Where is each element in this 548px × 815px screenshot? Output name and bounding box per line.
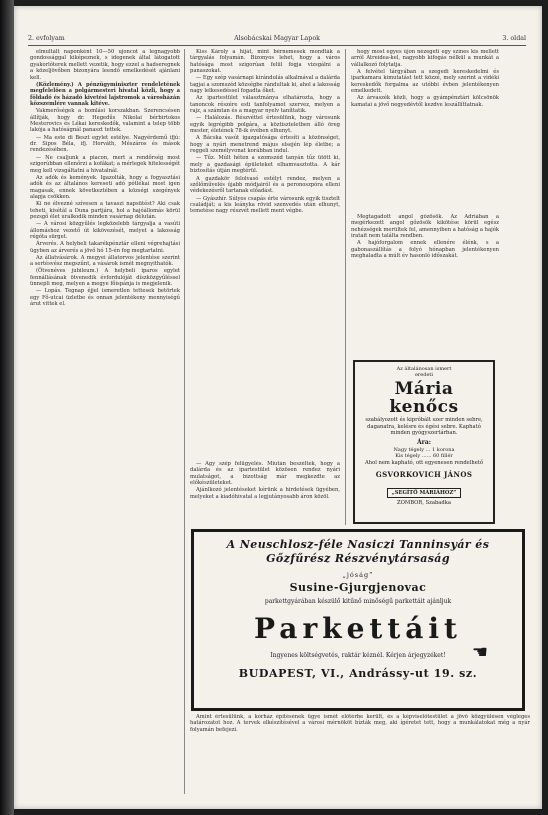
ad-quote: „jóság” [342,571,374,579]
paragraph: A felvétel tárgyában a szegedi kereskedelmi és iparkamara kimutatást tett közzé, mely szerint a vidéki kereskedők forgalma az utóbbi évben jelentékenyen emelkedett. [351,69,499,95]
paragraph: Árverés. A helybeli takarékpénztár elleni végrehajtási ügyben az árverés a jövő hó 15-én fog megtartatni. [30,241,180,254]
header-rule [28,45,526,46]
paragraph: — Ne csaljunk a piacon, mert a rendőrség most szigorúbban ellenőrzi a kofákat; a mérlegek hitelességét meg kell vizsgáltatni a hivatalnál. [30,154,180,174]
paragraph: Az adók és kemények. Igazolták, hogy a fogyasztási adók és az általános kereseti adó pótlékai most igen magasak, ennek következtében a községi szegények alapja csökken. [30,174,180,200]
column-1 [30,49,180,794]
paragraph: (Közlemény.) A pénzügyminiszter rendeletének megfelelően a polgármesteri hivatal közli, hogy a földadó és házadó kivetési lajstromok a városházán közszemlére vannak kitéve. [30,81,180,108]
column-divider [184,49,185,794]
ad-trademark: „SEGÍTŐ MÁRIÁHOZ” [387,488,461,498]
paragraph: Kiss Károly a hiját, mint bérnemesek mondták a tárgyalás folyamán. Bizonyos lehet, hogy a város hatósága most szigorúan felül fogja vizsgálni a panaszokat. [190,49,340,75]
ad-town: ZOMBOR, Szabadka [397,499,451,506]
paragraph: — Tűz. Múlt héten a szomszéd tanyán tűz ütött ki, mely a gazdasági épületeket elhamvasztotta. A kár biztosítás útján megtérül. [190,155,340,175]
ad-title: Mária kenőcs [389,379,459,417]
paragraph: Megtagadott angol gőzösök. Az Adriában a megérkezett angol gőzösök kikötése körül egész nehézségek merültek fel, amennyiben a hatóság a hajók iratait nem találta rendben. [351,214,499,240]
paragraph: A hajóforgalom ennek ellenére élénk, s a gabonaszállítás a folyó hónapban jelentékenyen meghaladta a múlt év hasonló időszakát. [351,240,499,260]
paragraph: A Bácska vasút igazgatósága értesíti a közönséget, hogy a nyári menetrend május elsején lép életbe; a reggeli személyvonat korábban indul. [190,135,340,155]
book-binding [0,0,14,815]
header-title: Alsobácskai Magyar Lapok [234,35,320,42]
column-3-top [351,49,499,209]
ad-note: Ahol nem kapható, ott egyenesen rendelhető [364,460,484,467]
paragraph: — Ma este di Beszt egylet estélye. Nagyérdemű ifjú: dr. Sipos Béla, ifj. Horváth, Mészáros és mások rendezésében. [30,134,180,154]
paragraph: — A városi közgyűlés legközelebb tárgyalja a vasúti állomáshoz vezető út kikövezését, melyet a lakosság régóta sürget. [30,221,180,240]
column-divider [345,49,346,525]
bottom-text [190,714,530,774]
paragraph: Ajánlkozó jelentéseket kérünk a hirdetések ügyében, melyeket a kiadóhivatal a legjutányosabb áron közöl. [190,487,340,500]
page-header [28,34,526,44]
parquet-advertisement [191,529,525,711]
paragraph: Az állatvásárok. A megyei állatorvos jelentése szerint a sertésvész megszűnt, a vásárok ismét megnyithatók. [30,254,180,268]
ad-location: Susine-Gjurgjenovac [289,581,427,594]
ad-body: szabályozott és kipróbált szer minden sebre, daganatra, kelésre és égési sebre. Kapható minden gyógyszertárban. [365,417,483,437]
paragraph: — Lopás. Tegnap éjjel ismeretlen tettesek betörtek egy Fő-utcai üzletbe és onnan jelentékeny mennyiségű árut vittek el. [30,288,180,308]
column-2 [190,49,340,509]
paragraph: — Egy szép vasárnapi kirándulás alkalmával a dalárda tagjai a szomszéd községbe rándultak ki, ahol a lakosság nagy lelkesedéssel fogadta őket. [190,75,340,95]
paragraph: — Agy szép felügyelés. Miután beszéltek, hogy a dalárda és az ipartestület közösen rendez nyári mulatságot, a bizottság már megkezdte az előkészületeket. [190,461,340,487]
ad-company-line-1: A Neuschlosz-féle Nasiczi Tanninsyár és [226,538,490,551]
ad-offer: Ingyenes költségvetés, raktár kéznél. Kérjen árjegyzéket! [270,651,446,659]
ad-description: parkettgyárában készülő kitűnő minőségű parkettáit ajánljuk [264,598,452,605]
newspaper-page [14,6,542,809]
ad-brand: GSVORKOVICH JÁNOS [375,469,473,479]
paragraph: elmultált naponként 10—50 ujoncot a legnagyobb gondossággal kiképeznek, s idegenek által látogatott gyakorlóterek mellett vezetik, hogy ezzel a hadseregnek a közeljövőben bizonyára leendő emelkedését ajánlani kell. [30,49,180,81]
paragraph: Ki ne élvezné szívesen a tavaszi napsütést? Aki csak teheti, kisétál a Duna partjára, hol a hajóállomás körül pezsgő élet uralkodik minden vasárnap délután. [30,201,180,220]
ad-prices: Nagy tégely ... 1 korona Kis tégely ...... 60 fillér [393,446,455,459]
paragraph: — Gyászhír. Súlyos csapás érte városunk egyik tisztelt családját; a kis leányka rövid szenvedés után elhunyt, temetése nagy részvét mellett ment végbe. [190,195,340,215]
paragraph: (Ötvenéves jubileum.) A helybeli iparos egylet fennállásának ötvenedik évfordulóját díszközgyűléssel ünnepli meg, melyen a megye főispánja is megjelenik. [30,268,180,288]
paragraph: Amint értesülünk, a kórház építésének ügye ismét előtérbe került, és a képviselőtestület a jövő közgyűlésen végleges határozatot hoz. A tervek elkészítésével a városi mérnököt bízták meg, aki ígéretet tett, hogy a munkálatokat még a nyár folyamán befejezi. [190,714,530,733]
paragraph: Vakmerőségek a bomlási korszakban. Szerencsésen állítják, hogy dr. Hegedűs Nikolai bérbirtokos Mesterovics és Lékai kereskedők, valamint a telep több lakója a hatóságnál panaszt tettek. [30,108,180,134]
ad-address: BUDAPEST, VI., Andrássy-ut 19. sz. [238,667,478,680]
ad-price-heading: Ára: [417,438,431,446]
paragraph: Az árvaszék közli, hogy a gyámpénztári kölcsönök kamatai a jövő negyedévtől kezdve leszállíttatnak. [351,95,499,108]
header-page-number: 3. oldal [502,35,526,42]
header-year: 2. evfolyam [28,35,65,42]
column-2-tail [190,461,340,531]
paragraph: — Halálozás. Részvéttel értesülünk, hogy városunk egyik legrégibb polgára, a köztiszteletben álló öreg mester, életének 78-ik évében elhunyt. [190,115,340,135]
ad-top-line: Az általánosan ismert [396,366,452,372]
paragraph: hogy most egyes újon nézegeti egy színes kis mellett arról Atreidea-kel, nagyobb kifogás nélkül a munkát a vállalkozó folytatja. [351,49,499,68]
pointing-hand-icon: ☚ [471,642,488,663]
ad-headline: Parkettáit [254,611,462,645]
paragraph: Az ipartestület választmánya elhatározta, hogy a tanoncok részére esti tanfolyamot szervez, melyen a rajz, a számtan és a magyar nyelv taníttatik. [190,95,340,115]
column-3-middle [351,214,499,354]
ad-company-line-2: Gőzfűrész Részvénytársaság [266,552,450,565]
paragraph: A gazdakör felolvasó estélyt rendez, melyen a szőlőművelés újabb módjairól és a peronoszpóra elleni védekezésről tartanak előadást. [190,175,340,195]
ad-sub-line: eredeti [414,372,434,378]
maria-kenocs-advertisement [353,360,495,524]
